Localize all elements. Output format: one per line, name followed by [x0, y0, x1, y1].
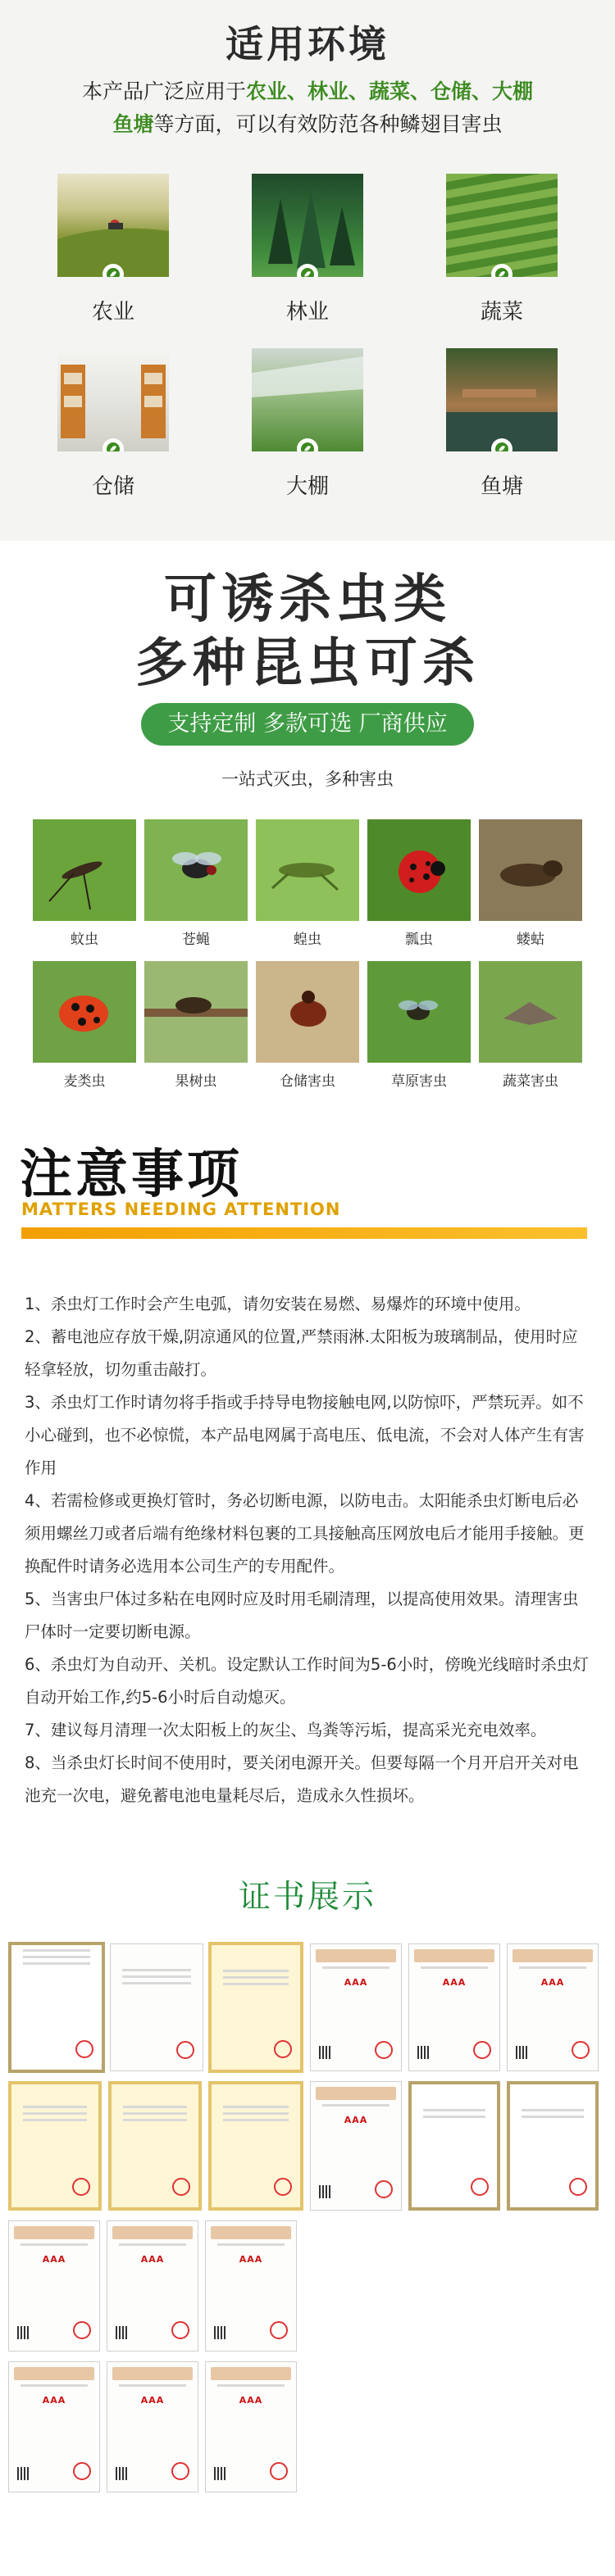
- insects-headline: 可诱杀虫类: [164, 569, 451, 630]
- certificate-image: [208, 1942, 303, 2073]
- vegetable-pest-photo: [479, 961, 582, 1063]
- fishpond-photo: [446, 348, 558, 451]
- ladybug-photo: [367, 819, 471, 921]
- notes-section: [0, 1131, 615, 1868]
- insect-label: 瓢虫: [405, 932, 433, 948]
- certificate-image: AAA: [205, 2220, 297, 2352]
- certificates-title: 证书展示: [238, 1879, 376, 1916]
- note-item: 5、当害虫尸体过多粘在电网时应及时用毛刷清理，以提高使用效果。清理害虫尸体时一定要切断电源。: [25, 1590, 579, 1641]
- environment-item-vegetables: [446, 174, 558, 325]
- notes-title: 注意事项: [20, 1145, 243, 1205]
- insect-item: [144, 961, 248, 1090]
- certificate-image: [108, 2081, 202, 2211]
- certificate-image: [408, 2081, 500, 2211]
- environment-title: 适用环境: [226, 22, 390, 66]
- insect-item: [479, 961, 582, 1090]
- certificate-image: AAA: [507, 1943, 599, 2071]
- agriculture-photo: [57, 174, 169, 277]
- certificate-image: AAA: [310, 2081, 402, 2211]
- greenhouse-photo: [252, 348, 363, 451]
- storage-photo: [57, 348, 169, 451]
- insects-section: [0, 541, 615, 1131]
- certificate-image: AAA: [8, 2220, 100, 2352]
- storage-pest-photo: [256, 961, 359, 1063]
- notes-divider-bar: [21, 1227, 587, 1239]
- wheat-pest-photo: [33, 961, 136, 1063]
- environment-desc-prefix: 本产品广泛应用于: [81, 79, 246, 103]
- certificate-image: AAA: [107, 2220, 198, 2352]
- grassland-pest-photo: [367, 961, 471, 1063]
- environment-desc-highlight-2: 鱼塘: [112, 112, 154, 136]
- environment-label: 林业: [285, 300, 329, 324]
- environment-desc-suffix: 等方面，可以有效防范各种鳞翅目害虫: [153, 112, 503, 136]
- environment-label: 仓储: [91, 474, 134, 499]
- forestry-photo: [252, 174, 363, 277]
- insect-label: 果树虫: [175, 1073, 217, 1090]
- certificate-image: AAA: [205, 2361, 297, 2492]
- environment-section: [0, 0, 615, 541]
- note-item: 2、蓄电池应存放干燥,阴凉通风的位置,严禁雨淋.太阳板为玻璃制品，使用时应轻拿轻放，切勿重击敲打。: [25, 1327, 578, 1379]
- environment-label: 蔬菜: [480, 300, 523, 324]
- environment-description: [33, 75, 582, 141]
- note-item: 3、杀虫灯工作时请勿将手指或手持导电物接触电网,以防惊吓，严禁玩弄。如不小心碰到，也不必惊慌，本产品电网属于高电压、低电流，不会对人体产生有害作用: [25, 1393, 585, 1477]
- insect-label: 麦类虫: [63, 1073, 106, 1090]
- fly-photo: [144, 819, 248, 921]
- insect-label: 蝼蛄: [517, 932, 544, 948]
- insect-label: 草原害虫: [391, 1073, 447, 1090]
- certificate-image: [8, 2081, 102, 2211]
- insect-item: [33, 819, 136, 948]
- environment-item-agriculture: [57, 174, 169, 325]
- notes-list: [25, 1288, 590, 1812]
- insects-subtitle: 一站式灭虫，多种害虫: [221, 769, 394, 789]
- note-item: 1、杀虫灯工作时会产生电弧，请勿安装在易燃、易爆炸的环境中使用。: [25, 1295, 531, 1313]
- insect-item: [256, 961, 359, 1090]
- note-item: 6、杀虫灯为自动开、关机。设定默认工作时间为5-6小时，傍晚光线暗时杀虫灯自动开始工作,约5-6小时后自动熄灭。: [25, 1655, 589, 1707]
- environment-item-fishpond: [446, 348, 558, 500]
- insect-label: 蔬菜害虫: [503, 1073, 558, 1090]
- note-item: 4、若需检修或更换灯管时，务必切断电源，以防电击。太阳能杀虫灯断电后必须用螺丝刀或者后端有绝缘材料包裹的工具接触高压网放电后才能用手接触。更换配件时请务必选用本公司生产的专用配件。: [25, 1491, 585, 1576]
- environment-label: 鱼塘: [480, 474, 523, 499]
- certificate-image: [8, 1942, 105, 2073]
- insect-item: [144, 819, 248, 948]
- environment-grid: [57, 174, 558, 500]
- certificate-image: AAA: [107, 2361, 198, 2492]
- environment-desc-highlight: 农业、林业、蔬菜、仓储、大棚: [246, 79, 534, 103]
- certificate-image: [507, 2081, 599, 2211]
- certificate-image: AAA: [408, 1943, 500, 2071]
- insects-headline-2: 多种昆虫可杀: [135, 633, 480, 694]
- notes-title-en: MATTERS NEEDING ATTENTION: [21, 1200, 341, 1219]
- certificate-image: AAA: [8, 2361, 100, 2492]
- environment-label: 农业: [91, 300, 134, 324]
- certificate-image: [110, 1943, 203, 2071]
- insect-label: 仓储害虫: [280, 1073, 335, 1090]
- insect-label: 蚊虫: [71, 932, 98, 948]
- environment-item-storage: [57, 348, 169, 500]
- mosquito-photo: [33, 819, 136, 921]
- insect-grid: [33, 819, 582, 1090]
- insect-item: [479, 819, 582, 948]
- leaf-icon: [491, 264, 512, 277]
- note-item: 7、建议每月清理一次太阳板上的灰尘、鸟粪等污垢，提高采光充电效率。: [25, 1721, 547, 1739]
- insect-label: 苍蝇: [182, 932, 210, 948]
- insect-item: [367, 819, 471, 948]
- fruit-tree-pest-photo: [144, 961, 248, 1063]
- certificate-image: AAA: [310, 1943, 402, 2071]
- insect-label: 蝗虫: [294, 932, 321, 948]
- locust-photo: [256, 819, 359, 921]
- insect-item: [33, 961, 136, 1090]
- certificates-section: [0, 1868, 615, 2576]
- vegetables-photo: [446, 174, 558, 277]
- certificate-image: [208, 2081, 303, 2211]
- customization-badge: 支持定制 多款可选 厂商供应: [141, 703, 474, 746]
- environment-label: 大棚: [285, 474, 329, 499]
- environment-item-forestry: [252, 174, 363, 325]
- insect-item: [256, 819, 359, 948]
- note-item: 8、当杀虫灯长时间不使用时，要关闭电源开关。但要每隔一个月开启开关对电池充一次电，避免蓄电池电量耗尽后，造成永久性损坏。: [25, 1753, 579, 1805]
- insect-item: [367, 961, 471, 1090]
- mole-cricket-photo: [479, 819, 582, 921]
- environment-item-greenhouse: [252, 348, 363, 500]
